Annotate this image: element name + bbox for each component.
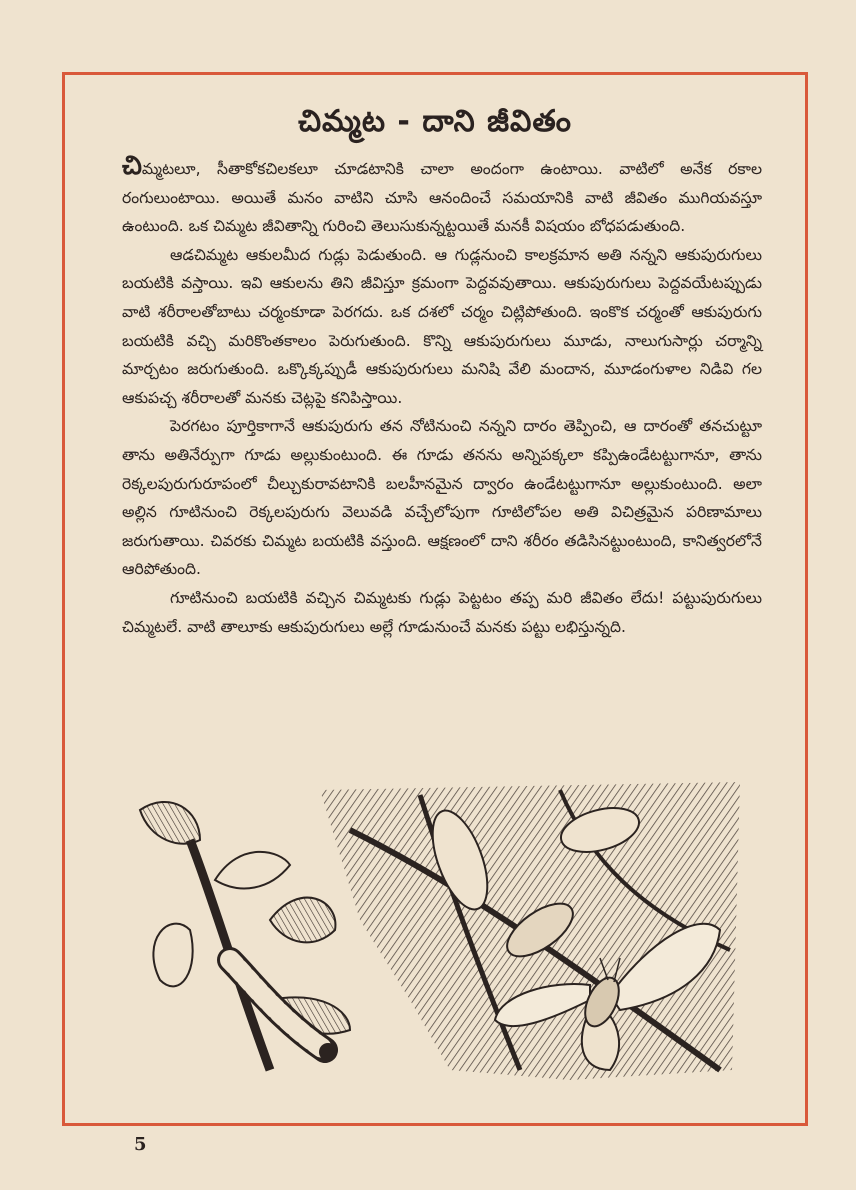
article-body xyxy=(122,152,762,641)
page-title: చిమ్మట - దాని జీవితం xyxy=(298,104,572,139)
silkworm-life-cycle-illustration xyxy=(120,770,760,1090)
page-number: 5 xyxy=(134,1134,147,1155)
paragraph-4: గూటినుంచి బయటికి వచ్చిన చిమ్మటకు గుడ్లు పెట్టటం తప్ప మరి జీవితం లేదు! పట్టుపురుగులు చిమ్మటలే. వాటి తాలూకు ఆకుపురుగులు అల్లే గూడునుంచే మనకు పట్టు లభిస్తున్నది. xyxy=(122,588,762,636)
paragraph-3: పెరగటం పూర్తికాగానే ఆకుపురుగు తన నోటినుంచి నన్నని దారం తెప్పించి, ఆ దారంతో తనచుట్టూ తాను అతినేర్పుగా గూడు అల్లుకుంటుంది. ఈ గూడు తనను అన్నిపక్కలా కప్పిఉండేటట్టుగానూ, తాను రెక్కలపురుగురూపంలో చీల్చుకురావటానికి బలహీనమైన ద్వారం ఉండేటట్టుగానూ అల్లుకుంటుంది. అలా అల్లిన గూటినుంచి రెక్కలపురుగు వెలువడి వచ్చేలోపుగా గూటిలోపల అతి విచిత్రమైన పరిణామాలు జరుగుతాయి. చివరకు చిమ్మట బయటికి వస్తుంది. ఆక్షణంలో దాని శరీరం తడిసినట్టుంటుంది, కానిత్వరలోనే ఆరిపోతుంది. xyxy=(122,417,762,579)
paragraph-1 xyxy=(122,152,762,241)
paragraph-2: ఆడచిమ్మట ఆకులమీద గుడ్లు పెడుతుంది. ఆ గుడ్లనుంచి కాలక్రమాన అతి నన్నని ఆకుపురుగులు బయటికి వస్తాయి. ఇవి ఆకులను తిని జీవిస్తూ క్రమంగా పెద్దవవుతాయి. ఆకుపురుగులు పెద్దవయేటప్పుడు వాటి శరీరాలతోబాటు చర్మంకూడా పెరగదు. ఒక దశలో చర్మం చిట్లిపోతుంది. ఇంకొక చర్మంతో ఆకుపురుగు బయటికి వచ్చి మరికొంతకాలం పెరుగుతుంది. కొన్ని ఆకుపురుగులు మూడు, నాలుగుసార్లు చర్మాన్ని మార్చటం జరుగుతుంది. ఒక్కొక్కప్పుడీ ఆకుపురుగులు మనిషి వేలి మందాన, మూడంగుళాల నిడివి గల ఆకుపచ్చ శరీరాలతో మనకు చెట్లపై కనిపిస్తాయి. xyxy=(122,245,762,407)
drop-cap: చి xyxy=(122,151,142,181)
paragraph-1-text: మ్మటలూ, సీతాకోకచిలకలూ చూడటానికి చాలా అందంగా ఉంటాయి. వాటిలో అనేక రకాల రంగులుంటాయి. అయితే మనం వాటిని చూసి ఆనందించే సమయానికి వాటి జీవితం ముగియవస్తూ ఉంటుంది. ఒక చిమ్మట జీవితాన్ని గురించి తెలుసుకున్నట్టయితే మనకీ విషయం బోధపడుతుంది. xyxy=(122,160,762,236)
